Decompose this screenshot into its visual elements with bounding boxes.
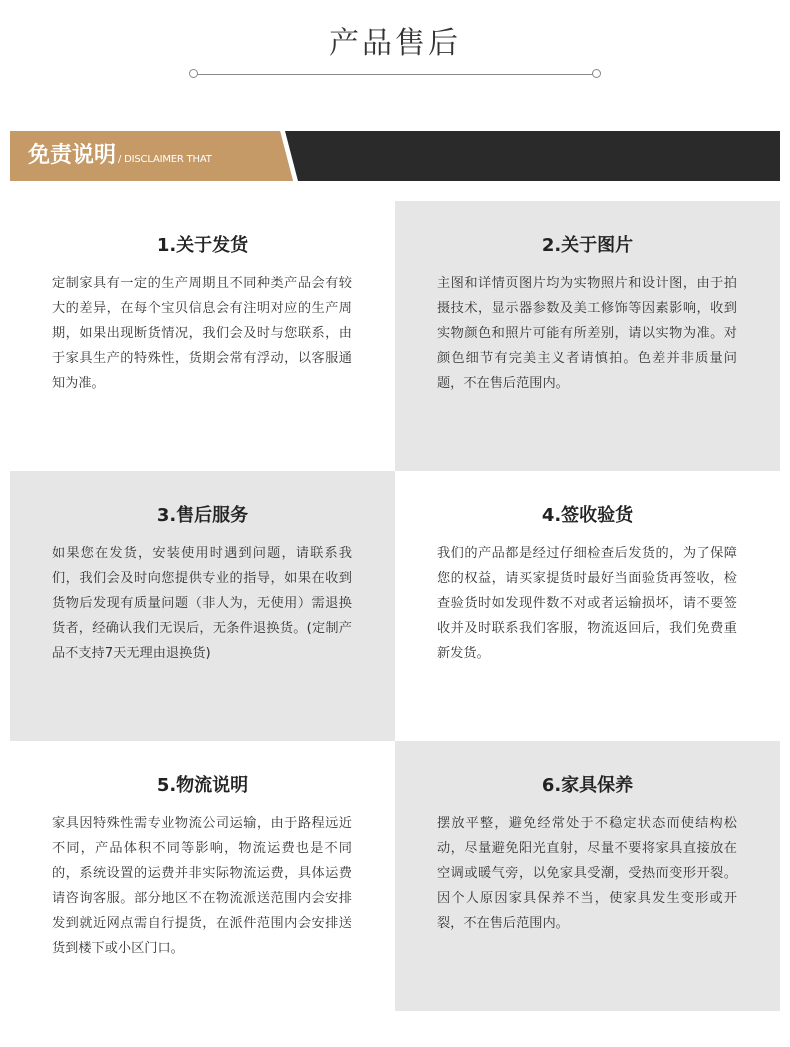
section-receipt-inspection [395, 471, 780, 741]
section-shipping [10, 201, 395, 471]
section-title: 6.家具保养 [541, 775, 634, 796]
section-title: 3.售后服务 [156, 505, 249, 526]
title-divider [193, 74, 597, 75]
section-title: 5.物流说明 [156, 775, 249, 796]
section-after-sales [10, 471, 395, 741]
page-title: 产品售后 [329, 26, 461, 61]
section-maintenance [395, 741, 780, 1011]
section-body: 如果您在发货，安装使用时遇到问题，请联系我们，我们会及时向您提供专业的指导，如果在收到货物后发现有质量问题（非人为，无使用）需退换货者，经确认我们无误后，无条件退换货。(定制产品不支持7天无理由退换货) [52, 546, 352, 661]
section-body: 我们的产品都是经过仔细检查后发货的，为了保障您的权益，请买家提货时最好当面验货再签收，检查验货时如发现件数不对或者运输损坏，请不要签收并及时联系我们客服，物流返回后，我们免费重新发货。 [437, 546, 737, 661]
divider-left-dot [189, 69, 198, 78]
banner-subtitle: / DISCLAIMER THAT [118, 154, 212, 165]
disclaimer-banner [10, 131, 780, 181]
banner-heading [28, 131, 212, 181]
divider-right-dot [592, 69, 601, 78]
section-body: 定制家具有一定的生产周期且不同种类产品会有较大的差异，在每个宝贝信息会有注明对应的生产周期，如果出现断货情况，我们会及时与您联系，由于家具生产的特殊性，货期会常有浮动，以客服通知为准。 [52, 276, 352, 391]
section-title: 1.关于发货 [156, 235, 249, 256]
section-body: 主图和详情页图片均为实物照片和设计图，由于拍摄技术，显示器参数及美工修饰等因素影响，收到实物颜色和照片可能有所差别，请以实物为准。对颜色细节有完美主义者请慎拍。色差并非质量问题，不在售后范围内。 [437, 276, 737, 391]
section-images [395, 201, 780, 471]
section-body: 摆放平整，避免经常处于不稳定状态而使结构松动，尽量避免阳光直射，尽量不要将家具直接放在空调或暖气旁，以免家具受潮，受热而变形开裂。因个人原因家具保养不当，使家具发生变形或开裂，不在售后范围内。 [437, 816, 737, 931]
section-title: 4.签收验货 [541, 505, 634, 526]
section-logistics [10, 741, 395, 1011]
section-body: 家具因特殊性需专业物流公司运输，由于路程远近不同，产品体积不同等影响，物流运费也是不同的，系统设置的运费并非实际物流运费，具体运费请咨询客服。部分地区不在物流派送范围内会安排发到就近网点需自行提货，在派件范围内会安排送货到楼下或小区门口。 [52, 816, 352, 956]
section-title: 2.关于图片 [541, 235, 634, 256]
banner-title: 免责说明 [28, 143, 117, 168]
